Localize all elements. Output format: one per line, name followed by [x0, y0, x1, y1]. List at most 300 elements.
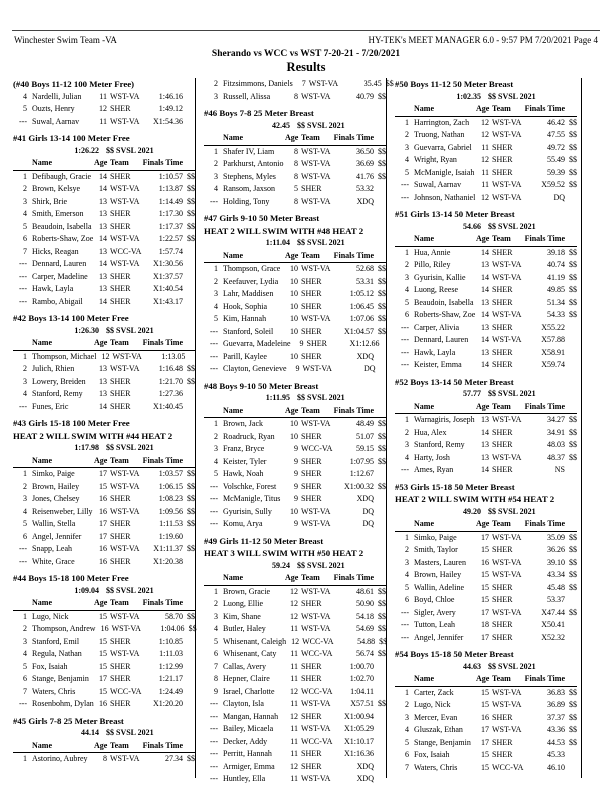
place-cell: 1 [405, 415, 409, 424]
column-header-row [204, 250, 386, 264]
place-cell: --- [210, 749, 218, 758]
swimmer-name: Brown, Kelsye [32, 184, 80, 193]
result-row [13, 363, 195, 376]
header-name: Name [414, 519, 434, 528]
header-team: Team [492, 234, 511, 243]
place-cell: 6 [405, 310, 409, 319]
column-header-row [204, 572, 386, 586]
result-row [395, 247, 577, 260]
swimmer-name: Snapp, Leah [32, 544, 72, 553]
team-cell: WCC-VA [301, 736, 333, 746]
finals-time: 1:04.06 [160, 624, 185, 633]
record-time: 44.14 [81, 728, 99, 737]
team-cell: SHER [110, 171, 131, 181]
finals-time: X1:00.32 [344, 481, 374, 491]
swimmer-name: Mercer, Evan [414, 712, 458, 722]
swimmer-age: 10 [290, 506, 298, 516]
result-row [204, 146, 386, 159]
finals-time: 41.76 [356, 171, 374, 181]
team-cell: SHER [492, 545, 513, 554]
swimmer-name: Dennard, Lauren [32, 259, 87, 268]
result-row [204, 313, 386, 326]
swimmer-name: Lahr, Maddisen [223, 289, 274, 298]
result-row [395, 439, 577, 452]
swimmer-age: 10 [290, 264, 298, 273]
place-cell: 4 [23, 91, 27, 101]
event-block [395, 648, 577, 774]
header-age: Age [476, 234, 490, 243]
record-time: 49.20 [463, 506, 481, 516]
result-row [13, 116, 195, 129]
finals-time: 50.90 [356, 599, 374, 608]
place-cell: 2 [23, 624, 27, 633]
swimmer-age: 15 [481, 570, 489, 579]
finals-time: 43.34 [547, 570, 565, 579]
swimmer-age: 14 [481, 310, 489, 319]
swimmer-age: 15 [481, 762, 489, 772]
place-cell: 1 [405, 247, 409, 257]
result-row [204, 586, 386, 599]
record-flag: $$ [187, 469, 195, 478]
header-finals-time: Finals Time [142, 338, 183, 347]
finals-time: X1:11.37 [153, 544, 183, 553]
swimmer-name: Stanford, Remy [414, 440, 465, 449]
team-cell: SHER [110, 636, 131, 646]
place-cell: 8 [214, 674, 218, 683]
swimmer-age: 13 [99, 196, 107, 206]
record-line [204, 237, 386, 250]
team-cell: WCC-VA [492, 762, 524, 772]
header-name: Name [223, 133, 243, 142]
team-cell: WST-VA [492, 725, 522, 734]
header-team: Team [110, 740, 129, 750]
event-title: #44 Boys 15-18 100 Meter Free [13, 573, 129, 583]
place-cell: 2 [405, 260, 409, 269]
finals-time: X59.74 [541, 360, 565, 369]
team-cell: SHER [110, 556, 131, 566]
swimmer-age: 10 [290, 351, 298, 361]
swimmer-age: 11 [290, 749, 298, 758]
finals-time: 48.61 [356, 586, 374, 596]
swimmer-age: 9 [299, 339, 304, 348]
swimmer-name: Ames, Ryan [414, 465, 454, 474]
record-flag: $$ [569, 557, 577, 567]
result-row [204, 623, 386, 636]
team-label: Winchester Swim Team -VA [14, 35, 117, 45]
swimmer-name: Luong, Reese [414, 285, 458, 294]
finals-time: 36.89 [547, 700, 565, 709]
place-cell: --- [210, 506, 218, 516]
team-cell: SHER [301, 749, 322, 758]
record-tag: $$ SVSL 2021 [106, 443, 154, 452]
record-flag: $$ [569, 532, 577, 542]
finals-time: 48.03 [547, 440, 565, 449]
result-row [204, 468, 386, 481]
record-flag: $$ [569, 725, 577, 734]
result-row [395, 142, 577, 155]
swimmer-name: Wallin, Stella [32, 519, 76, 528]
swimmer-age: 12 [290, 611, 298, 621]
finals-time: 1:09.56 [158, 506, 183, 516]
team-cell: WST-VA [110, 611, 140, 621]
place-cell: 5 [23, 221, 27, 231]
swimmer-name: Stanford, Soleil [223, 326, 274, 336]
swimmer-age: 8 [103, 754, 107, 763]
swimmer-name: Ransom, Jaxson [223, 184, 275, 193]
swimmer-age: 15 [99, 649, 107, 658]
record-flag: $$ [378, 264, 386, 273]
swimmer-name: Keister, Tyler [223, 456, 267, 466]
finals-time: X1:40.45 [153, 401, 183, 411]
finals-time: 1:12.67 [349, 469, 374, 478]
result-row [395, 414, 577, 427]
team-cell: SHER [110, 296, 131, 306]
record-time: 1:26.30 [74, 325, 99, 335]
header-age: Age [94, 740, 108, 750]
swimmer-age: 17 [99, 531, 107, 541]
team-cell: WST-VA [301, 506, 331, 516]
record-line [13, 145, 195, 158]
swimmer-name: Stephens, Myles [223, 171, 276, 181]
swimmer-age: 16 [481, 712, 489, 722]
event-title: #46 Boys 7-8 25 Meter Breast [204, 108, 314, 118]
place-cell: 9 [214, 686, 218, 696]
record-flag: $$ [569, 260, 577, 269]
team-cell: SHER [301, 326, 322, 336]
place-cell: 4 [214, 456, 218, 466]
finals-time: XDQ [356, 196, 374, 206]
swimmer-age: 17 [481, 607, 489, 617]
swimmer-age: 14 [481, 360, 489, 369]
header-finals-time: Finals Time [524, 674, 565, 683]
finals-time: 1:07.06 [349, 314, 374, 323]
place-cell: 4 [23, 506, 27, 516]
finals-time: 52.68 [356, 264, 374, 273]
record-line [395, 91, 577, 104]
header-name: Name [32, 740, 52, 750]
record-time: 1:09.04 [74, 585, 99, 595]
swimmer-age: 17 [481, 532, 489, 542]
team-cell: WST-VA [492, 700, 522, 709]
finals-time: 1:02.70 [349, 674, 374, 683]
place-cell: 3 [23, 494, 27, 503]
swimmer-age: 12 [481, 155, 489, 164]
finals-time: X1:30.56 [153, 259, 183, 268]
record-line [395, 221, 577, 234]
record-flag: $$ [378, 301, 386, 311]
record-flag: $$ [569, 117, 577, 127]
swimmer-age: 14 [481, 335, 489, 344]
swimmer-name: Astorino, Aubrey [32, 754, 88, 763]
team-cell: WST-VA [110, 91, 140, 101]
swimmer-age: 9 [294, 519, 298, 528]
place-cell: --- [19, 296, 27, 306]
team-cell: WST-VA [301, 159, 331, 168]
swimmer-name: Ouzts, Henry [32, 104, 75, 113]
team-cell: SHER [301, 661, 322, 671]
team-cell: WST-VA [492, 117, 522, 127]
place-cell: 4 [214, 624, 218, 633]
finals-time: X57.51 [350, 699, 374, 708]
swimmer-age: 8 [294, 159, 298, 168]
team-cell: WST-VA [110, 196, 140, 206]
finals-time: 36.83 [547, 687, 565, 697]
place-cell: --- [210, 196, 218, 206]
heat-note: HEAT 2 WILL SWIM WITH #44 HEAT 2 [13, 430, 173, 441]
result-row [395, 632, 577, 645]
swimmer-age: 11 [290, 649, 298, 658]
event-title: #54 Boys 15-18 50 Meter Breast [395, 649, 514, 659]
finals-time: X1:00.94 [344, 711, 374, 721]
record-flag: $$ [569, 687, 577, 697]
record-time: 54.66 [463, 221, 481, 231]
swimmer-name: McManigle, Isaiah [414, 167, 475, 177]
result-row [395, 359, 577, 372]
result-row [204, 686, 386, 699]
swimmer-age: 13 [99, 246, 107, 256]
place-cell: 1 [214, 264, 218, 273]
place-cell: 2 [23, 364, 27, 373]
place-cell: 4 [23, 209, 27, 218]
record-flag: $$ [378, 431, 386, 441]
record-flag: $$ [569, 167, 577, 177]
result-row [395, 129, 577, 142]
header-finals-time: Finals Time [333, 405, 374, 415]
result-row [395, 167, 577, 180]
team-cell: WST-VA [301, 624, 331, 633]
record-line [13, 325, 195, 338]
record-flag: $$ [187, 184, 195, 193]
swimmer-name: Simko, Paige [414, 532, 457, 542]
result-row [395, 347, 577, 360]
result-row [204, 443, 386, 456]
event-block [395, 481, 577, 645]
header-name: Name [223, 405, 243, 415]
result-row [13, 196, 195, 209]
place-cell: 5 [405, 167, 409, 177]
result-row [395, 117, 577, 130]
team-cell: WST-VA [110, 184, 140, 193]
place-cell: 2 [405, 700, 409, 709]
record-tag: $$ SVSL 2021 [106, 585, 154, 595]
swimmer-name: Truong, Nathan [414, 130, 465, 139]
swimmer-age: 15 [481, 687, 489, 697]
team-cell: WST-VA [492, 310, 522, 319]
header-age: Age [476, 674, 490, 683]
swimmer-age: 14 [481, 272, 489, 282]
event-title: #50 Boys 11-12 50 Meter Breast [395, 79, 514, 89]
place-cell: 4 [23, 389, 27, 398]
place-cell: 3 [405, 440, 409, 449]
swimmer-age: 8 [294, 91, 298, 101]
column-header-row [13, 597, 195, 611]
swimmer-age: 14 [99, 184, 107, 193]
team-cell: SHER [492, 155, 513, 164]
place-cell: 1 [23, 754, 27, 763]
place-cell: 7 [23, 246, 27, 256]
place-cell: --- [210, 494, 218, 503]
team-cell: WST-VA [301, 314, 331, 323]
record-flag: $$ [187, 754, 195, 763]
place-cell: 3 [214, 444, 218, 453]
result-row [204, 276, 386, 289]
swimmer-name: Roadruck, Ryan [223, 431, 275, 441]
column-header-row [13, 455, 195, 469]
team-cell: SHER [492, 620, 513, 629]
result-row [204, 661, 386, 674]
result-row [204, 91, 386, 104]
team-cell: SHER [110, 389, 131, 398]
swimmer-age: 13 [481, 415, 489, 424]
swimmer-age: 16 [100, 624, 109, 633]
place-cell: 1 [405, 117, 409, 127]
place-cell: --- [401, 347, 409, 357]
result-row [395, 272, 577, 285]
swimmer-age: 13 [481, 452, 489, 462]
swimmer-name: Smith, Taylor [414, 545, 458, 554]
column-header-row [395, 401, 577, 415]
swimmer-name: Franz, Bryce [223, 444, 265, 453]
finals-time: 51.34 [547, 297, 565, 307]
record-line [13, 585, 195, 598]
swimmer-name: Guevarra, Madeleine [223, 339, 291, 348]
team-cell: WST-VA [492, 452, 522, 462]
place-cell: 5 [23, 104, 27, 113]
header-name: Name [414, 104, 434, 113]
team-cell: WST-VA [110, 364, 140, 373]
finals-time: 39.10 [547, 557, 565, 567]
result-row [13, 376, 195, 389]
header-team: Team [301, 405, 320, 415]
place-cell: 6 [405, 595, 409, 604]
swimmer-name: Beaudoin, Isabella [414, 297, 474, 307]
result-row [204, 456, 386, 469]
place-cell: 4 [405, 725, 409, 734]
result-row [13, 221, 195, 234]
record-time: 44.63 [463, 661, 481, 671]
header-team: Team [301, 133, 320, 142]
swimmer-age: 14 [481, 427, 489, 437]
place-cell: 4 [214, 301, 218, 311]
finals-time: 37.37 [547, 712, 565, 722]
finals-time: 1:14.49 [158, 196, 183, 206]
place-cell: 4 [405, 570, 409, 579]
finals-time: 45.48 [547, 582, 565, 592]
finals-time: 1:10.85 [158, 636, 183, 646]
finals-time: 39.18 [547, 247, 565, 257]
swimmer-age: 17 [481, 632, 489, 642]
finals-time: 1:00.70 [349, 661, 374, 671]
finals-time: DQ [363, 364, 376, 373]
swimmer-name: Waters, Chris [414, 762, 458, 772]
team-cell: WST-VA [301, 519, 331, 528]
result-row [204, 263, 386, 276]
record-flag: $$ [569, 297, 577, 307]
finals-time: 1:05.12 [349, 289, 374, 298]
record-flag: $$ [378, 481, 386, 491]
place-cell: 5 [23, 519, 27, 528]
finals-time: 54.18 [356, 611, 374, 621]
team-cell: SHER [492, 595, 513, 604]
team-cell: SHER [110, 401, 131, 411]
swimmer-name: Wallin, Adeline [414, 582, 465, 592]
place-cell: --- [19, 401, 27, 411]
record-time: 1:17.98 [74, 443, 99, 452]
team-cell: SHER [110, 284, 131, 293]
event-block [13, 715, 195, 766]
swimmer-name: Gluszak, Ethan [414, 725, 463, 734]
record-flag: $$ [188, 624, 197, 633]
finals-time: 1:17.37 [158, 221, 183, 231]
results-column [13, 78, 195, 778]
team-cell: SHER [492, 427, 513, 437]
column-header-row [395, 518, 577, 532]
place-cell: 2 [214, 79, 218, 88]
swimmer-name: Jones, Chelsey [32, 494, 80, 503]
header-team: Team [301, 250, 320, 260]
finals-time: X1:04.57 [344, 326, 374, 336]
place-cell: --- [210, 326, 218, 336]
header-finals-time: Finals Time [524, 401, 565, 411]
swimmer-age: 12 [290, 586, 298, 596]
swimmer-age: 10 [290, 431, 298, 441]
swimmer-name: Sigler, Avery [414, 607, 456, 617]
place-cell: 4 [214, 184, 218, 193]
swimmer-name: Simko, Paige [32, 469, 75, 478]
record-flag: $$ [187, 544, 195, 553]
place-cell: 6 [23, 674, 27, 683]
swimmer-age: 16 [481, 557, 489, 567]
place-cell: --- [401, 192, 409, 202]
swimmer-name: Thompson, Grace [223, 264, 281, 273]
swimmer-name: Keister, Emma [414, 360, 462, 369]
swimmer-name: Israel, Charlotte [223, 686, 275, 696]
result-row [395, 724, 577, 737]
swimmer-name: Stange, Benjamin [32, 674, 89, 683]
swimmer-age: 11 [481, 167, 489, 177]
place-cell: 3 [405, 557, 409, 567]
team-cell: SHER [301, 431, 322, 441]
place-cell: 4 [23, 649, 27, 658]
result-row [13, 351, 195, 364]
finals-time: X1:16.36 [344, 749, 374, 758]
header-name: Name [32, 338, 52, 347]
swimmer-age: 12 [290, 686, 298, 696]
header-team: Team [110, 338, 129, 347]
swimmer-age: 13 [99, 364, 107, 373]
finals-time: X1:43.17 [153, 296, 183, 306]
team-cell: WST-VA [110, 234, 140, 243]
result-row [395, 309, 577, 322]
finals-time: 49.72 [547, 142, 565, 152]
event-title: #45 Girls 7-8 25 Meter Breast [13, 715, 124, 726]
team-cell: SHER [492, 360, 513, 369]
header-name: Name [414, 401, 434, 411]
swimmer-name: Carper, Madeline [32, 271, 88, 281]
swimmer-age: 9 [295, 364, 300, 373]
place-cell: 1 [23, 469, 27, 478]
swimmer-age: 15 [481, 700, 489, 709]
header-team: Team [301, 573, 320, 582]
swimmer-name: Lugo, Nick [414, 700, 451, 709]
swimmer-age: 11 [290, 674, 298, 683]
team-cell: SHER [301, 711, 322, 721]
finals-time: 59.39 [547, 167, 565, 177]
place-cell: 2 [23, 184, 27, 193]
swimmer-age: 7 [301, 79, 306, 88]
swimmer-age: 14 [99, 296, 107, 306]
record-flag: $$ [569, 180, 577, 189]
